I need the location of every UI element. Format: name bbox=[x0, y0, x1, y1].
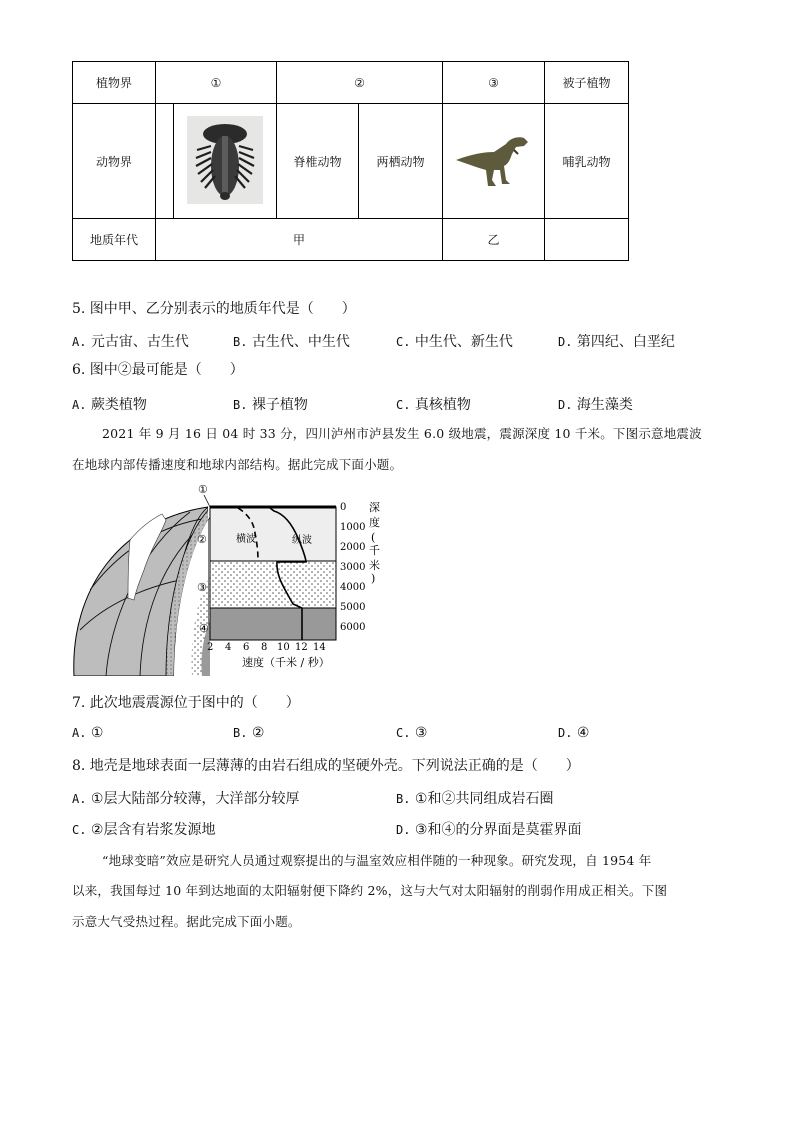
q6-option-c[interactable]: C. 真核植物 bbox=[396, 397, 471, 413]
cell-angiosperm: 被子植物 bbox=[545, 62, 629, 104]
q8-option-b[interactable]: B. ①和②共同组成岩石圈 bbox=[396, 791, 554, 807]
depth-title-char: 米 bbox=[369, 559, 380, 572]
q8-option-a[interactable]: A. ①层大陆部分较薄，大洋部分较厚 bbox=[72, 791, 300, 807]
q6-option-a[interactable]: A. 蕨类植物 bbox=[72, 397, 147, 413]
layer-label-2: ② bbox=[197, 533, 207, 546]
question-8-stem: 8. 地壳是地球表面一层薄薄的由岩石组成的坚硬外壳。下列说法正确的是（ ） bbox=[72, 758, 580, 774]
depth-title-char: 千 bbox=[369, 544, 380, 557]
passage-2-line-2: 以来，我国每过 10 年到达地面的太阳辐射便下降约 2%，这与大气对太阳辐射的削弱作用成正相关。下图 bbox=[72, 883, 668, 898]
q7-option-a[interactable]: A. ① bbox=[72, 725, 104, 741]
depth-tick: 6000 bbox=[340, 622, 366, 633]
speed-tick: 2 bbox=[207, 642, 214, 653]
speed-tick: 8 bbox=[261, 642, 268, 653]
cell-era-empty bbox=[545, 219, 629, 261]
layer-label-1: ① bbox=[198, 483, 208, 496]
longitudinal-wave-label: 纵波 bbox=[292, 535, 312, 546]
cell-vertebrates: 脊椎动物 bbox=[277, 104, 359, 219]
cell-trilobite bbox=[174, 104, 277, 219]
geologic-time-table bbox=[72, 61, 629, 261]
table-row-plants bbox=[73, 62, 629, 104]
depth-tick: 0 bbox=[340, 502, 347, 513]
speed-tick: 10 bbox=[277, 642, 290, 653]
speed-axis-title: 速度（千米 / 秒） bbox=[242, 656, 330, 669]
table-row-animals bbox=[73, 104, 629, 219]
depth-axis bbox=[340, 502, 365, 633]
depth-tick: 1000 bbox=[340, 522, 366, 533]
passage-1-line-2: 在地球内部传播速度和地球内部结构。据此完成下面小题。 bbox=[72, 457, 403, 472]
cell-plant-2: ② bbox=[277, 62, 443, 104]
layer-label-3: ③ bbox=[197, 581, 207, 594]
depth-tick: 3000 bbox=[340, 562, 366, 573]
passage-2-line-1: “地球变暗”效应是研究人员通过观察提出的与温室效应相伴随的一种现象。研究发现，自 1954 年 bbox=[102, 853, 652, 868]
depth-tick: 4000 bbox=[340, 582, 366, 593]
layer-label-4: ④ bbox=[199, 622, 209, 635]
depth-axis-title bbox=[369, 501, 380, 585]
speed-tick: 12 bbox=[295, 642, 308, 653]
q7-option-c[interactable]: C. ③ bbox=[396, 725, 428, 741]
cell-dinosaur bbox=[443, 104, 545, 219]
q8-option-c[interactable]: C. ②层含有岩浆发源地 bbox=[72, 822, 216, 838]
cell-empty bbox=[156, 104, 174, 219]
cell-era-jia: 甲 bbox=[156, 219, 443, 261]
speed-tick: 14 bbox=[313, 642, 326, 653]
question-6-stem: 6. 图中②最可能是（ ） bbox=[72, 362, 244, 378]
q6-option-b[interactable]: B. 裸子植物 bbox=[233, 397, 308, 413]
q5-option-c[interactable]: C. 中生代、新生代 bbox=[396, 334, 513, 350]
q8-option-d[interactable]: D. ③和④的分界面是莫霍界面 bbox=[396, 822, 582, 838]
q6-option-d[interactable]: D. 海生藻类 bbox=[558, 397, 633, 413]
trilobite-image bbox=[187, 116, 263, 204]
cell-animal-kingdom-label: 动物界 bbox=[73, 104, 156, 219]
q5-option-d[interactable]: D. 第四纪、白垩纪 bbox=[558, 334, 675, 350]
depth-title-char: ) bbox=[371, 572, 376, 585]
q7-option-d[interactable]: D. ④ bbox=[558, 725, 590, 741]
depth-title-char: 度 bbox=[369, 516, 380, 529]
earth-interior-figure bbox=[70, 480, 400, 676]
passage-2-line-3: 示意大气受热过程。据此完成下面小题。 bbox=[72, 914, 301, 929]
speed-axis bbox=[207, 642, 330, 669]
table-row-eras bbox=[73, 219, 629, 261]
depth-title-char: ( bbox=[371, 531, 376, 544]
cell-mammals: 哺乳动物 bbox=[545, 104, 629, 219]
q7-option-b[interactable]: B. ② bbox=[233, 725, 265, 741]
cross-section-panel bbox=[210, 507, 336, 640]
cell-plant-1: ① bbox=[156, 62, 277, 104]
cell-plant-3: ③ bbox=[443, 62, 545, 104]
dinosaur-image bbox=[454, 130, 534, 190]
cell-plant-kingdom-label: 植物界 bbox=[73, 62, 156, 104]
question-5-stem: 5. 图中甲、乙分别表示的地质年代是（ ） bbox=[72, 301, 356, 317]
transverse-wave-label: 横波 bbox=[236, 534, 256, 545]
q5-option-a[interactable]: A. 元古宙、古生代 bbox=[72, 334, 189, 350]
depth-title-char: 深 bbox=[369, 501, 380, 514]
question-7-stem: 7. 此次地震震源位于图中的（ ） bbox=[72, 695, 300, 711]
q5-option-b[interactable]: B. 古生代、中生代 bbox=[233, 334, 350, 350]
cell-era-label: 地质年代 bbox=[73, 219, 156, 261]
cell-amphibians: 两栖动物 bbox=[359, 104, 443, 219]
depth-tick: 2000 bbox=[340, 542, 366, 553]
cell-era-yi: 乙 bbox=[443, 219, 545, 261]
speed-tick: 6 bbox=[243, 642, 250, 653]
speed-tick: 4 bbox=[225, 642, 232, 653]
passage-1-line-1: 2021 年 9 月 16 日 04 时 33 分，四川泸州市泸县发生 6.0 级地震，震源深度 10 千米。下图示意地震波 bbox=[102, 426, 702, 441]
depth-tick: 5000 bbox=[340, 602, 366, 613]
